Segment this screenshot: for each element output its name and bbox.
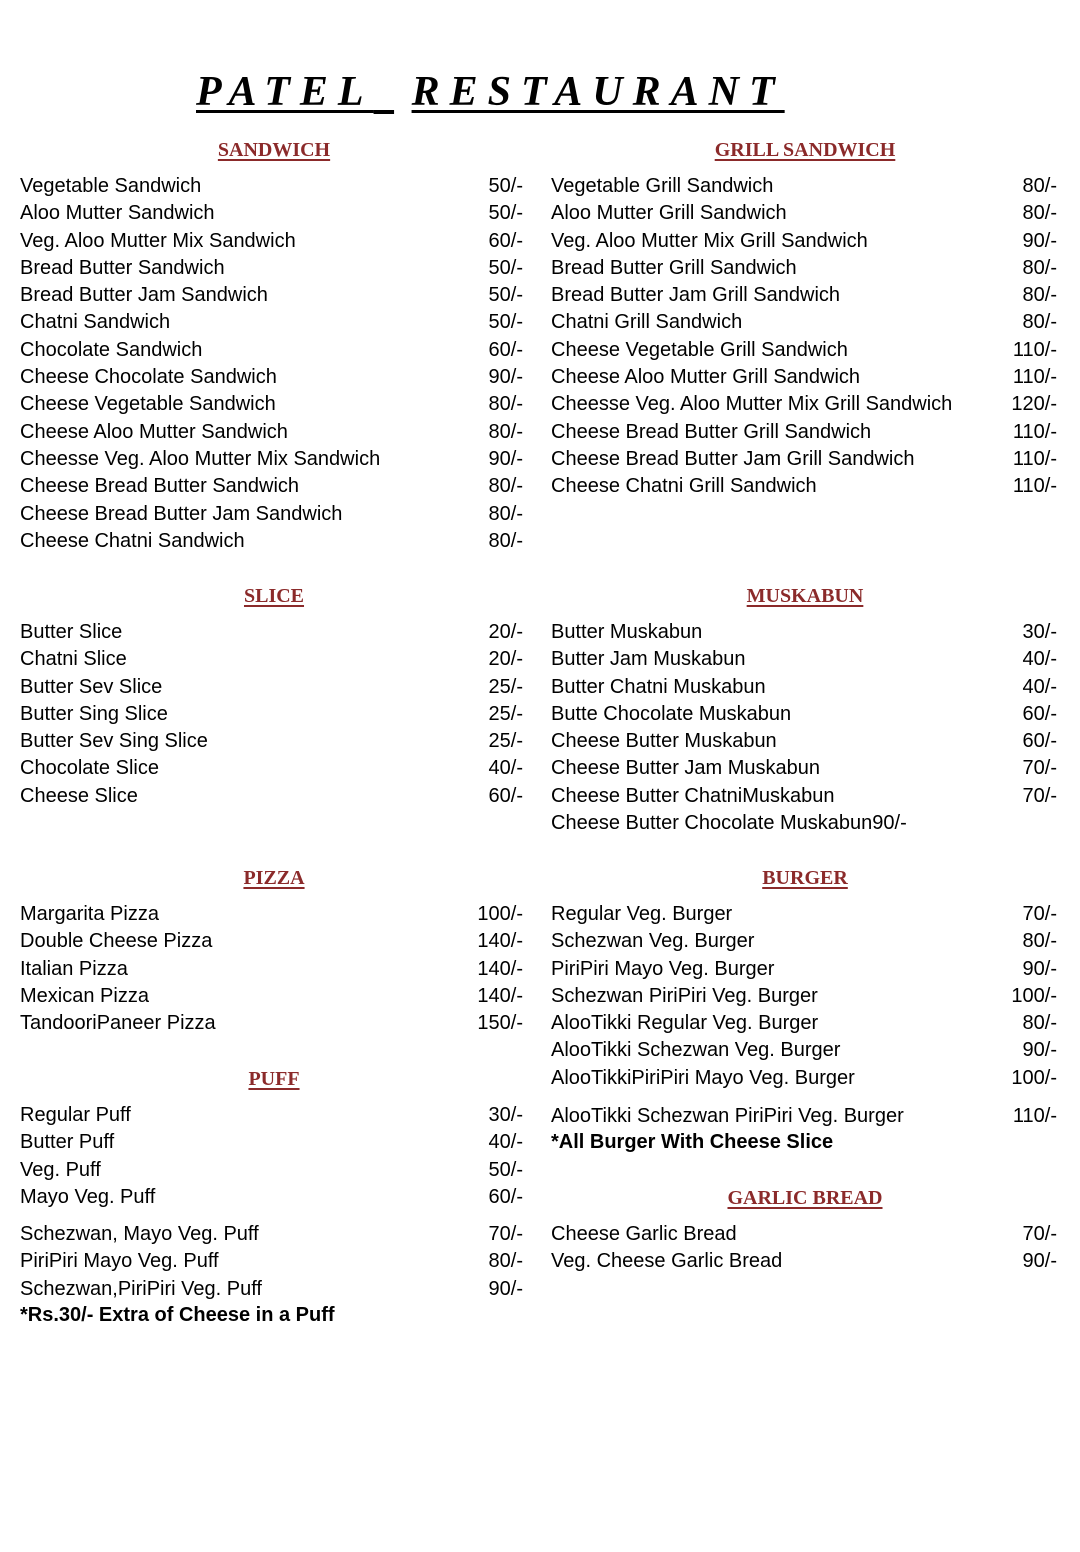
menu-item-price: 50/- [488, 284, 523, 307]
menu-item-price: 20/- [488, 648, 523, 671]
menu-item-name: TandooriPaneer Pizza [20, 1012, 216, 1035]
menu-item-name: Butter Slice [20, 621, 123, 643]
section-heading-grill-sandwich: GRILL SANDWICH [714, 139, 896, 161]
menu-item [20, 646, 523, 673]
menu-item-name: Cheese Butter Jam Muskabun [551, 757, 821, 780]
menu-list-garlic-bread [551, 1221, 1057, 1276]
menu-item-price: 90/- [1022, 957, 1057, 980]
title-word-2: RESTAURANT [411, 69, 785, 115]
menu-list-slice [20, 619, 523, 810]
menu-item-price: 60/- [488, 784, 523, 807]
menu-item [551, 1103, 1057, 1130]
menu-item-price: 80/- [1022, 202, 1057, 225]
menu-item-price: 80/- [1022, 1012, 1057, 1035]
menu-item-price: 50/- [488, 1158, 523, 1181]
menu-item-price: 50/- [488, 202, 523, 225]
menu-item-price: 140/- [477, 984, 523, 1007]
menu-item-price: 25/- [488, 702, 523, 725]
menu-item-price: 90/- [1022, 1250, 1057, 1273]
menu-item-name: Vegetable Sandwich [20, 175, 202, 197]
menu-item-name: Mexican Pizza [20, 984, 149, 1007]
menu-item-price: 80/- [1022, 311, 1057, 334]
menu-item-name: Cheese Aloo Mutter Sandwich [20, 420, 288, 443]
menu-item-price: 110/- [1012, 366, 1057, 389]
menu-item [20, 282, 523, 309]
menu-item [551, 337, 1057, 364]
menu-item-name: Double Cheese Pizza [20, 930, 213, 953]
section-heading-slice: SLICE [243, 585, 305, 607]
menu-item-price: 80/- [488, 1250, 523, 1273]
menu-item-name: Cheese Bread Butter Jam Sandwich [20, 502, 343, 525]
menu-item [551, 1037, 1057, 1064]
menu-item [551, 255, 1057, 282]
menu-item [551, 173, 1057, 200]
menu-item-price: 100/- [1011, 984, 1057, 1007]
menu-item-price: 80/- [488, 475, 523, 498]
menu-item [551, 391, 1057, 418]
menu-item [20, 956, 523, 983]
menu-item [20, 983, 523, 1010]
menu-item [551, 1248, 1057, 1275]
menu-item-name: Schezwan,PiriPiri Veg. Puff [20, 1277, 262, 1300]
menu-item-name: Veg. Cheese Garlic Bread [551, 1250, 783, 1273]
menu-item [551, 228, 1057, 255]
menu-item-name: Butte Chocolate Muskabun [551, 702, 792, 725]
menu-item [551, 901, 1057, 928]
menu-list-muskabun [551, 619, 1057, 837]
menu-item-name: Butter Chatni Muskabun [551, 675, 766, 698]
menu-item-name: AlooTikki Schezwan PiriPiri Veg. Burger [551, 1104, 904, 1127]
menu-item [551, 309, 1057, 336]
menu-item-price: 80/- [1022, 930, 1057, 953]
menu-item-name: Vegetable Grill Sandwich [551, 175, 774, 197]
menu-item-price: 150/- [477, 1012, 523, 1035]
menu-item [551, 674, 1057, 701]
menu-item-name: Butter Puff [20, 1131, 115, 1154]
title-word-1: PATEL [196, 69, 374, 115]
menu-item [551, 928, 1057, 955]
menu-item [20, 701, 523, 728]
section-heading-muskabun: MUSKABUN [746, 585, 864, 607]
menu-item-name: Schezwan Veg. Burger [551, 930, 755, 953]
menu-item-price: 80/- [1022, 284, 1057, 307]
menu-item-name: Bread Butter Sandwich [20, 256, 225, 279]
menu-item [20, 928, 523, 955]
menu-item-name: Cheesse Veg. Aloo Mutter Mix Grill Sandwich [551, 393, 953, 416]
menu-item [20, 391, 523, 418]
section-heading-puff: PUFF [248, 1068, 300, 1090]
menu-item-name: Cheese Bread Butter Sandwich [20, 475, 300, 498]
menu-item-price: 40/- [1022, 675, 1057, 698]
menu-item-price: 40/- [488, 757, 523, 780]
menu-item-name: Chocolate Sandwich [20, 338, 203, 361]
menu-item [551, 983, 1057, 1010]
menu-list-sandwich [20, 173, 523, 555]
menu-item [551, 419, 1057, 446]
menu-item-price: 80/- [488, 420, 523, 443]
menu-item-price: 50/- [488, 256, 523, 279]
menu-item-price: 80/- [488, 393, 523, 416]
menu-item [551, 728, 1057, 755]
menu-item-name: PiriPiri Mayo Veg. Burger [551, 957, 775, 980]
menu-item-name: Mayo Veg. Puff [20, 1185, 156, 1208]
menu-item-name: Chatni Slice [20, 648, 127, 671]
menu-item [20, 501, 523, 528]
menu-item-name: Cheesse Veg. Aloo Mutter Mix Sandwich [20, 447, 381, 470]
menu-item-price: 25/- [488, 730, 523, 753]
menu-item-name: Regular Veg. Burger [551, 903, 733, 925]
menu-item [551, 200, 1057, 227]
menu-item [551, 282, 1057, 309]
menu-item-price: 100/- [477, 903, 523, 925]
menu-item-price: 70/- [488, 1222, 523, 1245]
menu-item-price: 120/- [1011, 393, 1057, 416]
menu-item [20, 473, 523, 500]
menu-item [551, 446, 1057, 473]
menu-item [551, 473, 1057, 500]
menu-item-name: Cheese Chatni Sandwich [20, 529, 245, 552]
section-heading-garlic-bread: GARLIC BREAD [727, 1187, 883, 1209]
menu-item-price: 80/- [488, 529, 523, 552]
menu-item-name: Schezwan, Mayo Veg. Puff [20, 1222, 259, 1245]
menu-item [20, 419, 523, 446]
menu-item-price: 140/- [477, 930, 523, 953]
menu-item [551, 1065, 1057, 1092]
menu-item-name: Cheese Chatni Grill Sandwich [551, 475, 817, 498]
menu-item-price: 80/- [1022, 175, 1057, 197]
menu-item-price: 60/- [488, 1185, 523, 1208]
menu-item [551, 783, 1057, 810]
menu-item-price: 80/- [1022, 256, 1057, 279]
menu-item-price: 110/- [1012, 338, 1057, 361]
menu-item [551, 755, 1057, 782]
menu-item [20, 1184, 523, 1211]
menu-list-burger [551, 901, 1057, 1130]
menu-item-name: Butter Sev Slice [20, 675, 163, 698]
menu-item-name: Veg. Aloo Mutter Mix Grill Sandwich [551, 229, 868, 252]
menu-item-price: 30/- [1022, 621, 1057, 643]
menu-list-pizza [20, 901, 523, 1037]
menu-item-price: 25/- [488, 675, 523, 698]
menu-item-price: 90/- [1022, 229, 1057, 252]
menu-item-name: Butter Sev Sing Slice [20, 730, 208, 753]
menu-item-name: AlooTikki Schezwan Veg. Burger [551, 1039, 841, 1062]
menu-item-name: Cheese Aloo Mutter Grill Sandwich [551, 366, 861, 389]
menu-item [20, 255, 523, 282]
menu-item [20, 364, 523, 391]
menu-item-name: Cheese Slice [20, 784, 138, 807]
menu-item-name: Chatni Sandwich [20, 311, 171, 334]
menu-list-puff [20, 1102, 523, 1303]
menu-item-name: Margarita Pizza [20, 903, 159, 925]
menu-item [20, 674, 523, 701]
menu-item-name: Cheese Bread Butter Jam Grill Sandwich [551, 447, 915, 470]
menu-item-price: 30/- [488, 1104, 523, 1126]
menu-item-name: Aloo Mutter Grill Sandwich [551, 202, 787, 225]
menu-item-price: 50/- [488, 175, 523, 197]
menu-item-name: Cheese Bread Butter Grill Sandwich [551, 420, 872, 443]
menu-item [20, 446, 523, 473]
menu-item-price: 60/- [1022, 702, 1057, 725]
menu-item-name: Regular Puff [20, 1104, 131, 1126]
menu-item-name: Chocolate Slice [20, 757, 159, 780]
menu-item-price: 90/- [488, 1277, 523, 1300]
menu-item [20, 309, 523, 336]
menu-item-name: Cheese Vegetable Grill Sandwich [551, 338, 848, 361]
menu-item-name: Cheese Garlic Bread [551, 1223, 737, 1245]
menu-list-grill-sandwich [551, 173, 1057, 501]
menu-item [551, 1010, 1057, 1037]
menu-item [20, 1248, 523, 1275]
menu-item-name: Cheese Butter ChatniMuskabun [551, 784, 835, 807]
menu-item-price: 60/- [488, 338, 523, 361]
menu-item-name: AlooTikki Regular Veg. Burger [551, 1012, 819, 1035]
menu-item-price: 90/- [488, 447, 523, 470]
menu-item [551, 364, 1057, 391]
menu-item [20, 1129, 523, 1156]
menu-item-price: 60/- [1022, 730, 1057, 753]
menu-item [20, 200, 523, 227]
section-heading-pizza: PIZZA [243, 867, 305, 889]
menu-item-price: 40/- [1022, 648, 1057, 671]
menu-item-name: Bread Butter Grill Sandwich [551, 256, 797, 279]
menu-item-price: 110/- [1012, 1104, 1057, 1127]
menu-item-name: Butter Sing Slice [20, 702, 168, 725]
menu-item-name: Cheese Butter Chocolate Muskabun90/- [551, 812, 907, 835]
menu-item [20, 901, 523, 928]
menu-item [20, 1010, 523, 1037]
menu-item-price: 90/- [488, 366, 523, 389]
menu-item-price: 100/- [1011, 1066, 1057, 1089]
menu-item [20, 528, 523, 555]
menu-item [551, 646, 1057, 673]
menu-item [20, 1221, 523, 1248]
menu-item-name: Chatni Grill Sandwich [551, 311, 743, 334]
menu-item [20, 783, 523, 810]
menu-item [20, 755, 523, 782]
menu-item-name: Cheese Butter Muskabun [551, 730, 777, 753]
menu-item-name: PiriPiri Mayo Veg. Puff [20, 1250, 219, 1273]
menu-item-price: 70/- [1022, 757, 1057, 780]
menu-item-name: Cheese Vegetable Sandwich [20, 393, 276, 416]
menu-item-name: Veg. Aloo Mutter Mix Sandwich [20, 229, 296, 252]
menu-item-price: 140/- [477, 957, 523, 980]
menu-item-price: 80/- [488, 502, 523, 525]
menu-item-price: 70/- [1022, 784, 1057, 807]
menu-item-name: Cheese Chocolate Sandwich [20, 366, 277, 389]
restaurant-title [196, 68, 785, 116]
menu-item [551, 619, 1057, 646]
menu-item [20, 619, 523, 646]
menu-item-name: Butter Muskabun [551, 621, 703, 643]
menu-item [20, 173, 523, 200]
menu-item-price: 70/- [1022, 903, 1057, 925]
title-gap [374, 68, 412, 116]
menu-item-price: 20/- [488, 621, 523, 643]
menu-item [20, 728, 523, 755]
menu-item-price: 110/- [1012, 475, 1057, 498]
menu-item-price: 90/- [1022, 1039, 1057, 1062]
menu-item-price: 110/- [1012, 420, 1057, 443]
menu-item-name: AlooTikkiPiriPiri Mayo Veg. Burger [551, 1066, 855, 1089]
menu-item-name: Veg. Puff [20, 1158, 101, 1181]
menu-item [20, 228, 523, 255]
menu-item [20, 1276, 523, 1303]
menu-item-price: 50/- [488, 311, 523, 334]
menu-item [551, 956, 1057, 983]
menu-item-name: Italian Pizza [20, 957, 128, 980]
menu-item-name: Butter Jam Muskabun [551, 648, 746, 671]
menu-item [20, 1157, 523, 1184]
menu-item-name: Bread Butter Jam Sandwich [20, 284, 268, 307]
menu-item-price: 60/- [488, 229, 523, 252]
menu-item [20, 1102, 523, 1129]
menu-item-price: 40/- [488, 1131, 523, 1154]
menu-item [551, 701, 1057, 728]
menu-item-name: Bread Butter Jam Grill Sandwich [551, 284, 841, 307]
menu-item-name: Aloo Mutter Sandwich [20, 202, 215, 225]
section-heading-sandwich: SANDWICH [217, 139, 331, 161]
section-heading-burger: BURGER [762, 867, 848, 889]
menu-item [20, 337, 523, 364]
menu-item-price: 110/- [1012, 447, 1057, 470]
menu-item-price: 70/- [1022, 1223, 1057, 1245]
menu-item [551, 1221, 1057, 1248]
menu-item-name: Schezwan PiriPiri Veg. Burger [551, 984, 818, 1007]
menu-item [551, 810, 1057, 837]
